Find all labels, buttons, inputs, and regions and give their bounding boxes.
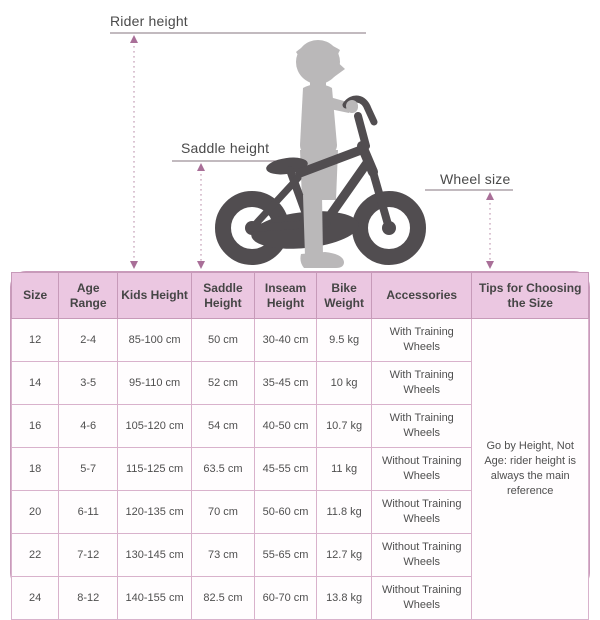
- cell-bike-weight: 11.8 kg: [317, 491, 372, 534]
- cell-age-range: 3-5: [59, 362, 118, 405]
- cell-saddle-height: 54 cm: [192, 405, 255, 448]
- wheel-arrow-down-icon: [486, 261, 494, 269]
- cell-inseam-height: 30-40 cm: [254, 319, 316, 362]
- cell-saddle-height: 63.5 cm: [192, 448, 255, 491]
- header-bike-weight: Bike Weight: [317, 273, 372, 319]
- cell-inseam-height: 50-60 cm: [254, 491, 316, 534]
- cell-age-range: 8-12: [59, 577, 118, 620]
- cell-bike-weight: 10.7 kg: [317, 405, 372, 448]
- cell-kids-height: 95-110 cm: [118, 362, 192, 405]
- cell-kids-height: 85-100 cm: [118, 319, 192, 362]
- cell-saddle-height: 73 cm: [192, 534, 255, 577]
- wheel-arrow-up-icon: [486, 192, 494, 200]
- header-size: Size: [12, 273, 59, 319]
- cell-size: 24: [12, 577, 59, 620]
- cell-kids-height: 120-135 cm: [118, 491, 192, 534]
- cell-accessories: Without Training Wheels: [372, 534, 472, 577]
- cell-saddle-height: 50 cm: [192, 319, 255, 362]
- wheel-size-label: Wheel size: [440, 171, 511, 187]
- cell-saddle-height: 52 cm: [192, 362, 255, 405]
- cell-age-range: 4-6: [59, 405, 118, 448]
- cell-size: 12: [12, 319, 59, 362]
- cell-bike-weight: 13.8 kg: [317, 577, 372, 620]
- cell-size: 22: [12, 534, 59, 577]
- cell-accessories: Without Training Wheels: [372, 491, 472, 534]
- cell-inseam-height: 55-65 cm: [254, 534, 316, 577]
- header-row: [12, 273, 589, 319]
- cell-size: 14: [12, 362, 59, 405]
- size-guide-illustration: [0, 0, 600, 272]
- table-row: [12, 319, 589, 362]
- cell-tips: Go by Height, Not Age: rider height is always the main reference: [472, 319, 589, 620]
- cell-bike-weight: 9.5 kg: [317, 319, 372, 362]
- child-silhouette: [296, 40, 358, 200]
- cell-size: 18: [12, 448, 59, 491]
- cell-inseam-height: 60-70 cm: [254, 577, 316, 620]
- cell-kids-height: 105-120 cm: [118, 405, 192, 448]
- size-chart: [10, 271, 590, 611]
- rider-height-label: Rider height: [110, 13, 188, 29]
- header-inseam-height: Inseam Height: [254, 273, 316, 319]
- cell-saddle-height: 82.5 cm: [192, 577, 255, 620]
- header-tips: Tips for Choosing the Size: [472, 273, 589, 319]
- child-shoe: [300, 252, 344, 268]
- handlebar-stem: [358, 116, 366, 146]
- child-torso: [300, 84, 337, 153]
- cell-saddle-height: 70 cm: [192, 491, 255, 534]
- cell-kids-height: 115-125 cm: [118, 448, 192, 491]
- cell-age-range: 2-4: [59, 319, 118, 362]
- cell-bike-weight: 11 kg: [317, 448, 372, 491]
- header-age-range: Age Range: [59, 273, 118, 319]
- saddle-arrow-down-icon: [197, 261, 205, 269]
- cell-age-range: 7-12: [59, 534, 118, 577]
- cell-bike-weight: 12.7 kg: [317, 534, 372, 577]
- saddle-arrow-up-icon: [197, 163, 205, 171]
- header-saddle-height: Saddle Height: [192, 273, 255, 319]
- cell-age-range: 5-7: [59, 448, 118, 491]
- cell-age-range: 6-11: [59, 491, 118, 534]
- child-leg: [303, 195, 323, 256]
- cell-accessories: Without Training Wheels: [372, 577, 472, 620]
- header-kids-height: Kids Height: [118, 273, 192, 319]
- size-chart-table: [11, 272, 589, 620]
- cell-bike-weight: 10 kg: [317, 362, 372, 405]
- cell-kids-height: 130-145 cm: [118, 534, 192, 577]
- cell-inseam-height: 40-50 cm: [254, 405, 316, 448]
- cell-accessories: With Training Wheels: [372, 362, 472, 405]
- saddle-height-label: Saddle height: [181, 140, 270, 156]
- header-accessories: Accessories: [372, 273, 472, 319]
- child-hand-overlay: [346, 100, 358, 112]
- cell-accessories: Without Training Wheels: [372, 448, 472, 491]
- cell-accessories: With Training Wheels: [372, 319, 472, 362]
- cell-accessories: With Training Wheels: [372, 405, 472, 448]
- cell-inseam-height: 35-45 cm: [254, 362, 316, 405]
- rider-arrow-down-icon: [130, 261, 138, 269]
- cell-kids-height: 140-155 cm: [118, 577, 192, 620]
- cell-size: 16: [12, 405, 59, 448]
- rider-arrow-up-icon: [130, 35, 138, 43]
- cell-inseam-height: 45-55 cm: [254, 448, 316, 491]
- cell-size: 20: [12, 491, 59, 534]
